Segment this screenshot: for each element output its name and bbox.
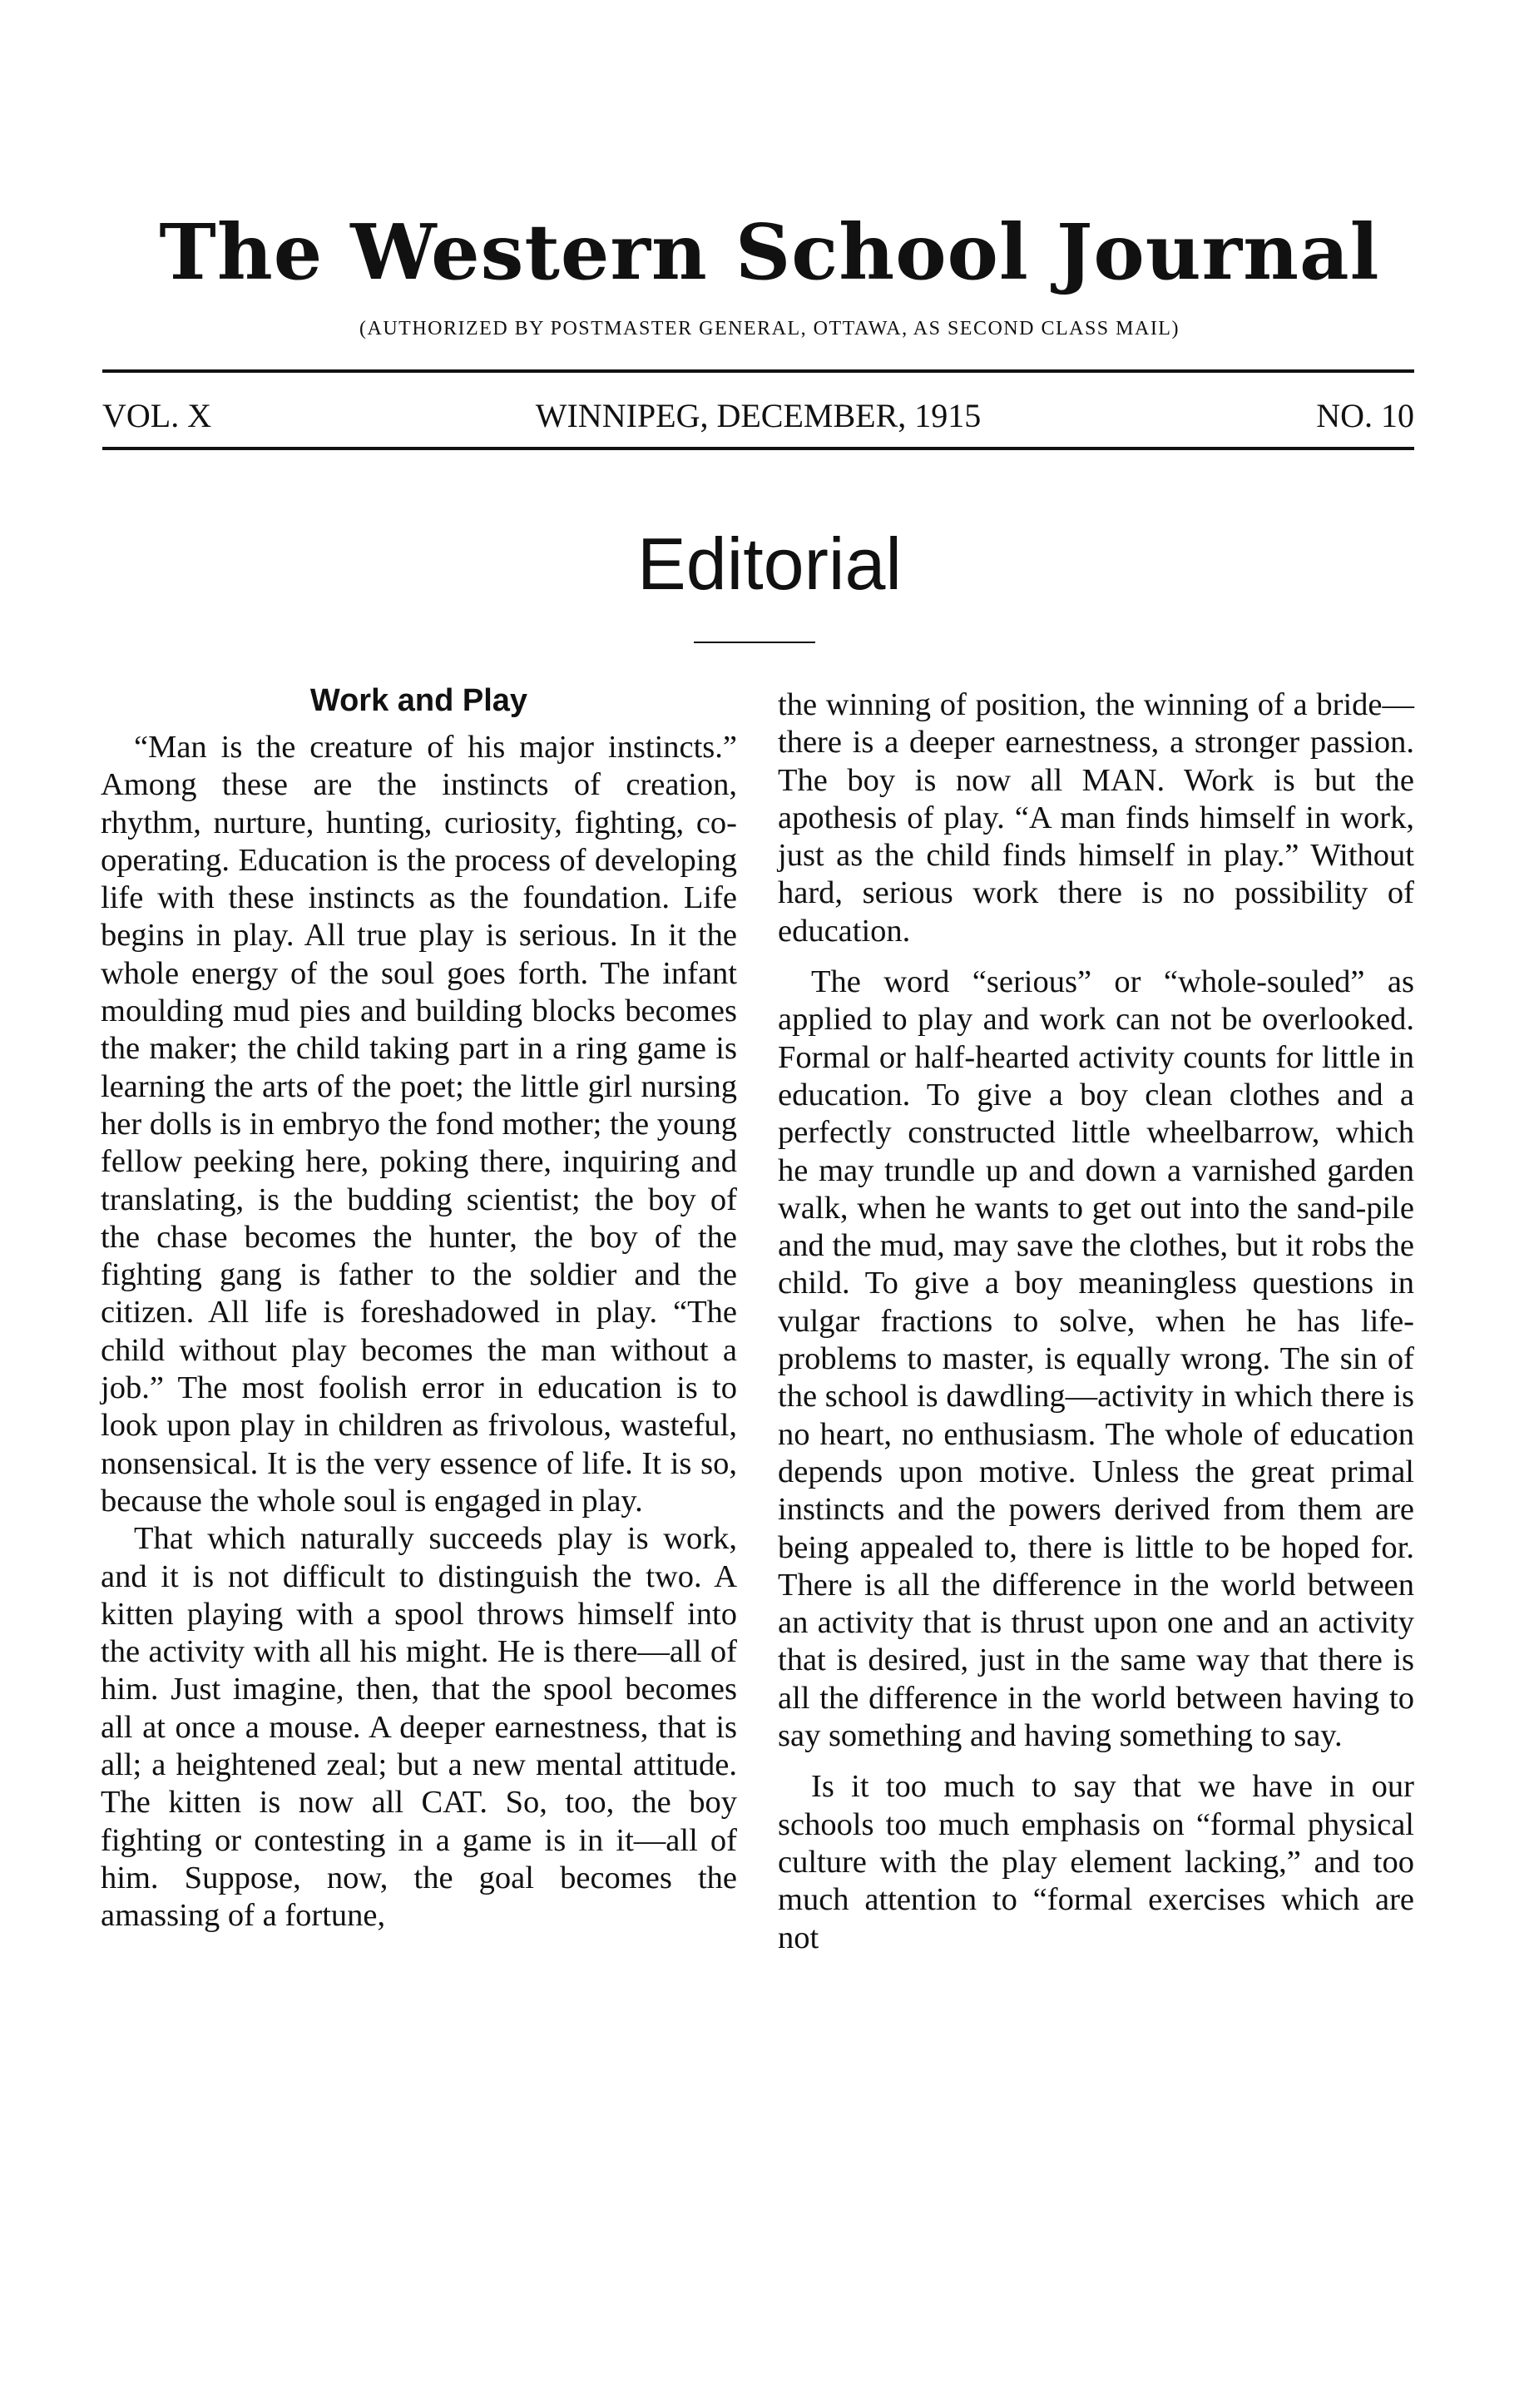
paragraph: the winning of position, the winning of a bride—there is a deeper earnestness, a stronger passion. The boy is now all MAN. Work is but the apothesis of play. “A man finds himself in work, just as the child finds himself in play.” Without hard, serious work there is no possibility of education.	[778, 687, 1414, 949]
section-title: Editorial	[637, 523, 902, 605]
paragraph: Is it too much to say that we have in our schools too much emphasis on “formal physical culture with the play element lacking,” and too much attention to “formal exercises which are not	[778, 1769, 1414, 1955]
volume-label: VOL. X	[102, 397, 212, 434]
left-column	[101, 681, 737, 1935]
masthead-title: The Western School Journal	[159, 207, 1380, 297]
mailing-authorization: (AUTHORIZED BY POSTMASTER GENERAL, OTTAWA, AS SECOND CLASS MAIL)	[359, 318, 1180, 339]
paragraph: That which naturally succeeds play is work, and it is not difficult to distinguish the two. A kitten playing with a spool throws himself into the activity with all his might. He is there—all of him. Just imagine, then, that the spool becomes all at once a mouse. A deeper earnestness, that is all; a heightened zeal; but a new mental attitude. The kitten is now all CAT. So, too, the boy fighting or contesting in a game is in it—all of him. Suppose, now, the goal becomes the amassing of a fortune,	[101, 1521, 737, 1934]
right-column	[778, 686, 1414, 1957]
header-rule-top	[102, 369, 1414, 373]
paragraph: “Man is the creature of his major instincts.” Among these are the instincts of creation, rhythm, nurture, hunting, curiosity, fighting, co-operating. Education is the process of developing life with these instincts as the foundation. Life begins in play. All true play is serious. In it the whole energy of the soul goes forth. The infant moulding mud pies and building blocks becomes the maker; the child taking part in a ring game is learning the arts of the poet; the little girl nursing her dolls is in embryo the fond mother; the young fellow peeking here, poking there, inquiring and translating, is the budding scientist; the boy of the chase becomes the hunter, the boy of the fighting gang is father to the soldier and the citizen. All life is foreshadowed in play. “The child without play becomes the man without a job.” The most foolish error in education is to look upon play in children as frivolous, wasteful, nonsensical. It is the very essence of life. It is so, because the whole soul is engaged in play.	[101, 730, 737, 1519]
header-rule-bottom	[102, 447, 1414, 450]
article-heading: Work and Play	[309, 683, 528, 718]
place-date: WINNIPEG, DECEMBER, 1915	[535, 397, 982, 434]
paragraph: The word “serious” or “whole-souled” as applied to play and work can not be overlooked. Formal or half-hearted activity counts for little in education. To give a boy clean clothes and a perfectly constructed little wheelbarrow, which he may trundle up and down a varnished garden walk, when he wants to get out into the sand-pile and the mud, may save the clothes, but it robs the child. To give a boy meaningless questions in vulgar fractions to solve, when he has life-problems to master, is equally wrong. The sin of the school is dawdling—activity in which there is no heart, no enthusiasm. The whole of education depends upon motive. Unless the great primal instincts and the powers derived from them are being appealed to, there is little to be hoped for. There is all the difference in the world between an activity that is thrust upon one and an activity that is desired, just in the same way that there is all the difference in the world between having to say something and having something to say.	[778, 964, 1414, 1754]
title-divider	[694, 642, 815, 643]
issue-number: NO. 10	[1316, 397, 1414, 434]
issue-bar	[102, 393, 1414, 439]
